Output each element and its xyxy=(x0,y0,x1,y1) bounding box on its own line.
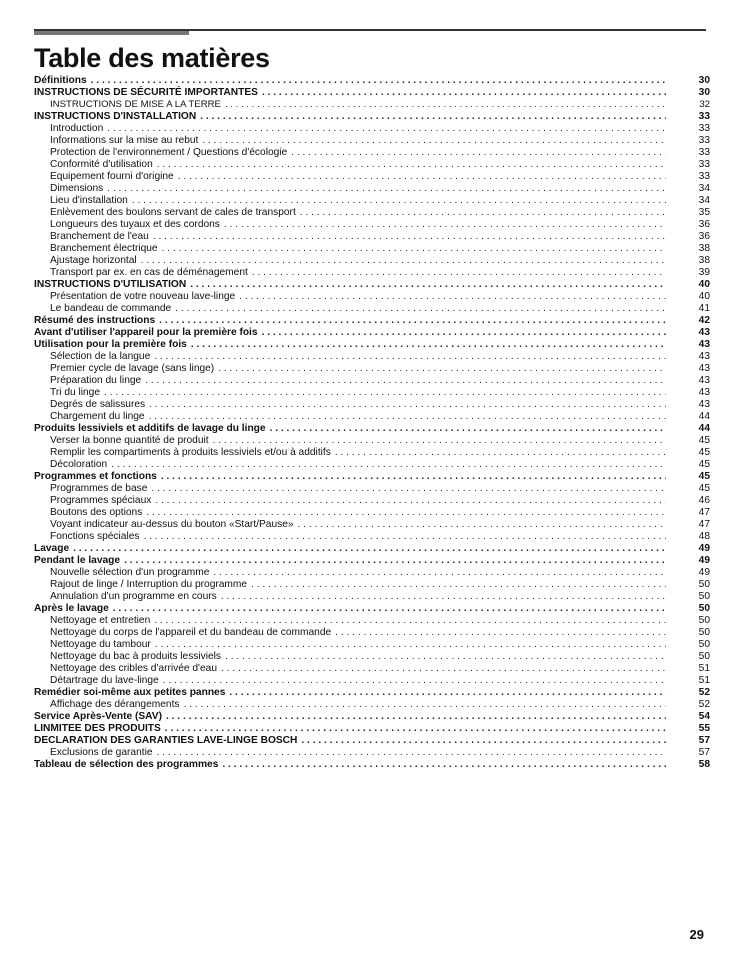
toc-entry-label: Le bandeau de commande xyxy=(50,303,172,314)
toc-entry xyxy=(34,171,710,183)
toc-entry-page: 43 xyxy=(698,327,710,338)
toc-leader-dots xyxy=(301,735,666,747)
toc-leader-dots xyxy=(149,399,666,411)
toc-leader-dots xyxy=(213,435,666,447)
toc-entry-label: Boutons des options xyxy=(50,507,143,518)
toc-leader-dots xyxy=(107,183,666,195)
toc-entry xyxy=(34,279,710,291)
toc-entry xyxy=(34,375,710,387)
toc-entry-page: 33 xyxy=(698,135,710,146)
toc-entry xyxy=(34,255,710,267)
toc-entry xyxy=(34,267,710,279)
toc-entry-page: 49 xyxy=(698,555,710,566)
toc-entry xyxy=(34,687,710,699)
toc-entry-label: Branchement de l'eau xyxy=(50,231,149,242)
toc-entry-page: 47 xyxy=(698,519,710,530)
toc-entry xyxy=(34,651,710,663)
toc-entry-page: 41 xyxy=(698,303,710,314)
toc-leader-dots xyxy=(270,423,666,435)
toc-entry-label: Nettoyage et entretien xyxy=(50,615,151,626)
toc-entry-page: 50 xyxy=(698,651,710,662)
toc-entry-page: 33 xyxy=(698,147,710,158)
toc-leader-dots xyxy=(224,219,666,231)
toc-entry xyxy=(34,531,710,543)
toc-entry xyxy=(34,291,710,303)
toc-entry-page: 43 xyxy=(698,399,710,410)
toc-entry-label: Préparation du linge xyxy=(50,375,142,386)
toc-entry xyxy=(34,207,710,219)
toc-entry xyxy=(34,183,710,195)
toc-entry-label: Nettoyage du tambour xyxy=(50,639,151,650)
toc-entry-page: 43 xyxy=(698,351,710,362)
toc-entry-label: INSTRUCTIONS D'INSTALLATION xyxy=(34,111,197,122)
toc-entry-label: Programmes de base xyxy=(50,483,148,494)
toc-entry-label: Introduction xyxy=(50,123,104,134)
toc-leader-dots xyxy=(200,111,666,123)
toc-leader-dots xyxy=(107,123,666,135)
toc-leader-dots xyxy=(184,699,666,711)
toc-leader-dots xyxy=(155,639,666,651)
toc-entry-page: 43 xyxy=(698,339,710,350)
toc-entry-label: Pendant le lavage xyxy=(34,555,121,566)
toc-entry-label: Présentation de votre nouveau lave-linge xyxy=(50,291,236,302)
toc-entry-label: Chargement du linge xyxy=(50,411,145,422)
toc-entry-page: 43 xyxy=(698,375,710,386)
toc-entry-page: 47 xyxy=(698,507,710,518)
toc-leader-dots xyxy=(149,411,666,423)
toc-leader-dots xyxy=(146,507,666,519)
toc-entry xyxy=(34,639,710,651)
page-number: 29 xyxy=(689,927,704,942)
toc-entry-label: Service Après-Vente (SAV) xyxy=(34,711,162,722)
toc-entry-label: Lieu d'installation xyxy=(50,195,128,206)
toc-leader-dots xyxy=(291,147,666,159)
toc-entry xyxy=(34,303,710,315)
toc-entry-page: 50 xyxy=(698,615,710,626)
toc-entry-label: Après le lavage xyxy=(34,603,109,614)
toc-leader-dots xyxy=(132,195,666,207)
toc-entry xyxy=(34,147,710,159)
toc-entry xyxy=(34,459,710,471)
toc-entry-page: 45 xyxy=(698,483,710,494)
toc-entry-page: 50 xyxy=(698,627,710,638)
toc-leader-dots xyxy=(221,663,666,675)
toc-entry-label: Remplir les compartiments à produits lessiviels et/ou à additifs xyxy=(50,447,331,458)
toc-leader-dots xyxy=(229,687,666,699)
toc-leader-dots xyxy=(218,363,666,375)
toc-entry-label: Tri du linge xyxy=(50,387,101,398)
toc-entry-page: 35 xyxy=(698,207,710,218)
toc-entry xyxy=(34,447,710,459)
toc-leader-dots xyxy=(104,387,666,399)
toc-entry-label: Annulation d'un programme en cours xyxy=(50,591,217,602)
toc-entry-label: Résumé des instructions xyxy=(34,315,156,326)
toc-entry-label: Equipement fourni d'origine xyxy=(50,171,174,182)
toc-leader-dots xyxy=(175,303,666,315)
toc-leader-dots xyxy=(298,519,666,531)
toc-entry xyxy=(34,747,710,759)
toc-entry-page: 30 xyxy=(698,75,710,86)
toc-entry-label: DECLARATION DES GARANTIES LAVE-LINGE BOSCH xyxy=(34,735,298,746)
toc-entry-label: Sélection de la langue xyxy=(50,351,151,362)
toc-entry xyxy=(34,711,710,723)
toc-leader-dots xyxy=(213,567,666,579)
toc-entry-label: Détartrage du lave-linge xyxy=(50,675,159,686)
toc-leader-dots xyxy=(222,759,666,771)
toc-entry xyxy=(34,411,710,423)
toc-entry-label: Produits lessiviels et additifs de lavage du linge xyxy=(34,423,266,434)
toc-entry-page: 33 xyxy=(698,159,710,170)
header-rule-accent xyxy=(34,31,189,35)
toc-entry-page: 32 xyxy=(699,99,710,110)
toc-entry-page: 50 xyxy=(698,591,710,602)
toc-entry xyxy=(34,543,710,555)
toc-entry xyxy=(34,507,710,519)
toc-entry xyxy=(34,363,710,375)
toc-entry xyxy=(34,327,710,339)
toc-entry-page: 30 xyxy=(698,87,710,98)
toc-entry-page: 40 xyxy=(698,291,710,302)
toc-leader-dots xyxy=(165,723,666,735)
toc-entry-page: 39 xyxy=(698,267,710,278)
toc-entry-page: 49 xyxy=(698,543,710,554)
toc-leader-dots xyxy=(191,339,666,351)
toc-leader-dots xyxy=(159,315,666,327)
toc-entry-page: 51 xyxy=(698,663,710,674)
toc-entry-page: 45 xyxy=(698,435,710,446)
toc-entry-label: Programmes et fonctions xyxy=(34,471,157,482)
toc-entry xyxy=(34,315,710,327)
toc-entry-page: 42 xyxy=(698,315,710,326)
toc-entry xyxy=(34,663,710,675)
toc-entry xyxy=(34,555,710,567)
toc-entry-label: Dimensions xyxy=(50,183,104,194)
toc-entry-page: 33 xyxy=(698,111,710,122)
toc-entry-label: Nouvelle sélection d'un programme xyxy=(50,567,210,578)
toc-entry-label: Fonctions spéciales xyxy=(50,531,140,542)
toc-entry-page: 45 xyxy=(698,471,710,482)
toc-entry xyxy=(34,219,710,231)
toc-leader-dots xyxy=(335,627,666,639)
toc-entry xyxy=(34,483,710,495)
toc-leader-dots xyxy=(335,447,666,459)
toc-entry-label: Avant d'utiliser l'appareil pour la première fois xyxy=(34,327,258,338)
toc-entry-page: 48 xyxy=(698,531,710,542)
toc-leader-dots xyxy=(225,99,666,111)
toc-entry-page: 36 xyxy=(698,231,710,242)
toc-entry xyxy=(34,399,710,411)
toc-entry-label: Nettoyage du bac à produits lessiviels xyxy=(50,651,222,662)
toc-leader-dots xyxy=(157,747,666,759)
toc-entry-page: 52 xyxy=(698,699,710,710)
toc-entry xyxy=(34,495,710,507)
toc-entry-page: 44 xyxy=(698,411,710,422)
toc-entry xyxy=(34,243,710,255)
toc-leader-dots xyxy=(155,495,666,507)
toc-leader-dots xyxy=(251,579,666,591)
toc-leader-dots xyxy=(124,555,666,567)
toc-entry-page: 33 xyxy=(698,171,710,182)
toc-entry-label: Voyant indicateur au-dessus du bouton «Start/Pause» xyxy=(50,519,294,530)
toc-entry-label: Conformité d'utilisation xyxy=(50,159,153,170)
toc-entry-page: 34 xyxy=(698,195,710,206)
toc-leader-dots xyxy=(91,75,666,87)
toc-entry-page: 38 xyxy=(698,255,710,266)
toc-entry-label: Nettoyage des cribles d'arrivée d'eau xyxy=(50,663,217,674)
toc-entry xyxy=(34,591,710,603)
toc-entry-label: LINMITEE DES PRODUITS xyxy=(34,723,161,734)
toc-entry-label: Transport par ex. en cas de déménagement xyxy=(50,267,248,278)
toc-entry xyxy=(34,627,710,639)
toc-entry xyxy=(34,603,710,615)
toc-entry-label: Exclusions de garantie xyxy=(50,747,153,758)
toc-entry-label: INSTRUCTIONS D'UTILISATION xyxy=(34,279,187,290)
toc-entry-page: 43 xyxy=(698,363,710,374)
toc-entry xyxy=(34,699,710,711)
toc-leader-dots xyxy=(73,543,666,555)
toc-leader-dots xyxy=(111,459,666,471)
toc-entry-label: Définitions xyxy=(34,75,87,86)
toc-entry-label: Protection de l'environnement / Questions d'écologie xyxy=(50,147,288,158)
toc-leader-dots xyxy=(154,615,666,627)
toc-entry-label: Verser la bonne quantité de produit xyxy=(50,435,209,446)
toc-leader-dots xyxy=(239,291,666,303)
toc-entry-page: 54 xyxy=(698,711,710,722)
toc-leader-dots xyxy=(154,351,666,363)
toc-entry-page: 57 xyxy=(698,747,710,758)
toc-entry-page: 50 xyxy=(698,603,710,614)
toc-leader-dots xyxy=(153,231,666,243)
toc-leader-dots xyxy=(143,531,666,543)
toc-entry-page: 33 xyxy=(698,123,710,134)
toc-entry-label: Enlèvement des boulons servant de cales de transport xyxy=(50,207,296,218)
toc-entry-label: Ajustage horizontal xyxy=(50,255,137,266)
toc-leader-dots xyxy=(161,471,666,483)
toc-entry xyxy=(34,423,710,435)
toc-entry xyxy=(34,759,710,771)
page-title: Table des matières xyxy=(34,43,270,73)
toc-leader-dots xyxy=(221,591,666,603)
toc-leader-dots xyxy=(151,483,666,495)
toc-entry-label: Affichage des dérangements xyxy=(50,699,180,710)
toc-leader-dots xyxy=(145,375,666,387)
toc-entry xyxy=(34,471,710,483)
toc-entry xyxy=(34,435,710,447)
toc-entry xyxy=(34,567,710,579)
toc-entry-label: Lavage xyxy=(34,543,70,554)
toc-leader-dots xyxy=(157,159,666,171)
toc-entry xyxy=(34,231,710,243)
toc-leader-dots xyxy=(252,267,666,279)
toc-entry-page: 50 xyxy=(698,579,710,590)
toc-entry-page: 58 xyxy=(698,759,710,770)
toc-entry-label: Informations sur la mise au rebut xyxy=(50,135,199,146)
toc-leader-dots xyxy=(163,675,666,687)
toc-leader-dots xyxy=(141,255,666,267)
toc-entry-page: 57 xyxy=(698,735,710,746)
toc-entry xyxy=(34,99,710,111)
toc-leader-dots xyxy=(166,711,666,723)
toc-entry-page: 49 xyxy=(698,567,710,578)
toc-entry-page: 50 xyxy=(698,639,710,650)
toc-entry xyxy=(34,519,710,531)
toc-entry-label: Décoloration xyxy=(50,459,108,470)
toc-entry-page: 36 xyxy=(698,219,710,230)
toc-entry-label: Tableau de sélection des programmes xyxy=(34,759,219,770)
toc-entry-page: 45 xyxy=(698,447,710,458)
toc-entry-page: 43 xyxy=(698,387,710,398)
toc-entry-label: Nettoyage du corps de l'appareil et du bandeau de commande xyxy=(50,627,332,638)
toc-entry xyxy=(34,675,710,687)
toc-entry xyxy=(34,579,710,591)
toc-entry xyxy=(34,123,710,135)
toc-entry-page: 40 xyxy=(698,279,710,290)
toc-entry xyxy=(34,87,710,99)
toc-entry xyxy=(34,159,710,171)
toc-leader-dots xyxy=(225,651,666,663)
toc-entry-label: INSTRUCTIONS DE MISE A LA TERRE xyxy=(50,99,221,110)
toc-entry-label: Degrés de salissures xyxy=(50,399,146,410)
toc-leader-dots xyxy=(113,603,666,615)
toc-entry-label: Branchement électrique xyxy=(50,243,158,254)
toc-leader-dots xyxy=(190,279,666,291)
toc-entry-page: 45 xyxy=(698,459,710,470)
toc-leader-dots xyxy=(300,207,666,219)
toc-entry xyxy=(34,735,710,747)
toc-entry-label: Programmes spéciaux xyxy=(50,495,152,506)
toc-entry xyxy=(34,351,710,363)
toc-entry-page: 34 xyxy=(698,183,710,194)
toc-leader-dots xyxy=(202,135,666,147)
toc-entry-label: INSTRUCTIONS DE SÉCURITÉ IMPORTANTES xyxy=(34,87,258,98)
toc-entry-page: 44 xyxy=(698,423,710,434)
toc-entry xyxy=(34,111,710,123)
toc-entry-label: Longueurs des tuyaux et des cordons xyxy=(50,219,220,230)
toc-entry-label: Utilisation pour la première fois xyxy=(34,339,187,350)
toc-entry-label: Premier cycle de lavage (sans linge) xyxy=(50,363,215,374)
toc-leader-dots xyxy=(162,243,666,255)
toc-entry xyxy=(34,615,710,627)
toc-entry xyxy=(34,135,710,147)
toc-entry-page: 52 xyxy=(698,687,710,698)
table-of-contents xyxy=(34,75,710,771)
toc-entry-label: Remédier soi-même aux petites pannes xyxy=(34,687,226,698)
toc-entry-page: 46 xyxy=(698,495,710,506)
toc-entry-page: 38 xyxy=(698,243,710,254)
toc-entry xyxy=(34,387,710,399)
toc-entry xyxy=(34,75,710,87)
toc-leader-dots xyxy=(262,327,666,339)
toc-entry xyxy=(34,723,710,735)
toc-entry xyxy=(34,195,710,207)
toc-entry-page: 51 xyxy=(698,675,710,686)
toc-leader-dots xyxy=(262,87,666,99)
toc-leader-dots xyxy=(178,171,666,183)
toc-entry-page: 55 xyxy=(698,723,710,734)
toc-entry xyxy=(34,339,710,351)
toc-entry-label: Rajout de linge / Interruption du programme xyxy=(50,579,248,590)
